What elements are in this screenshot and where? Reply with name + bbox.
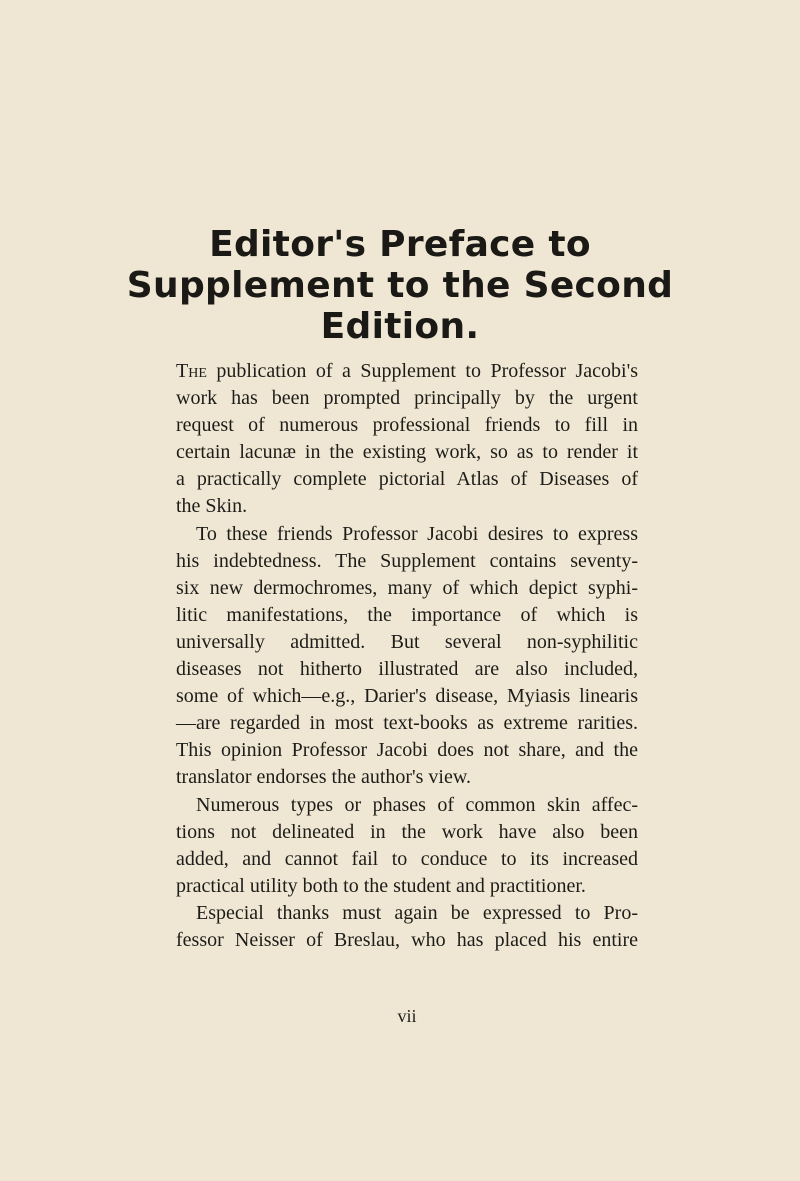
text-line: litic manifestations, the importance of which is (176, 603, 638, 626)
text-line: translator endorses the author's view. (176, 766, 471, 789)
title-line: Editor's Preface to (209, 224, 591, 265)
title-line: Edition. (320, 306, 480, 347)
text-line: the Skin. (176, 495, 248, 518)
text-line: Especial thanks must again be expressed to Pro- (196, 901, 638, 924)
preface-body (176, 358, 638, 954)
text-line: tions not delineated in the work have also been (176, 820, 638, 843)
text-line: The publication of a Supplement to Professor Jacobi's (176, 360, 638, 382)
text-line: To these friends Professor Jacobi desires to express (196, 522, 638, 545)
text-line: certain lacunæ in the existing work, so as to render it (176, 441, 638, 464)
text-line: diseases not hitherto illustrated are also included, (176, 658, 638, 681)
text-line: six new dermochromes, many of which depict syphi- (176, 576, 638, 599)
text-line: —are regarded in most text-books as extreme rarities. (176, 712, 638, 735)
page-number: vii (397, 1006, 417, 1026)
text-line: Numerous types or phases of common skin affec- (196, 793, 638, 816)
paragraph-lead-word: The (176, 360, 207, 382)
text-line: universally admitted. But several non-syphilitic (176, 630, 638, 653)
text-line: his indebtedness. The Supplement contains seventy- (176, 549, 638, 572)
text-line: This opinion Professor Jacobi does not share, and the (176, 739, 638, 762)
text-line: a practically complete pictorial Atlas of Diseases of (176, 468, 638, 491)
text-line: added, and cannot fail to conduce to its increased (176, 847, 638, 870)
text-line: some of which—e.g., Darier's disease, Myiasis linearis (176, 685, 638, 708)
text-line: fessor Neisser of Breslau, who has placed his entire (176, 928, 638, 951)
text-line: request of numerous professional friends to fill in (176, 414, 638, 437)
title-line: Supplement to the Second (126, 265, 674, 306)
text-line: practical utility both to the student and practitioner. (176, 874, 586, 897)
text-line: work has been prompted principally by the urgent (176, 387, 638, 410)
page-title (90, 224, 710, 347)
